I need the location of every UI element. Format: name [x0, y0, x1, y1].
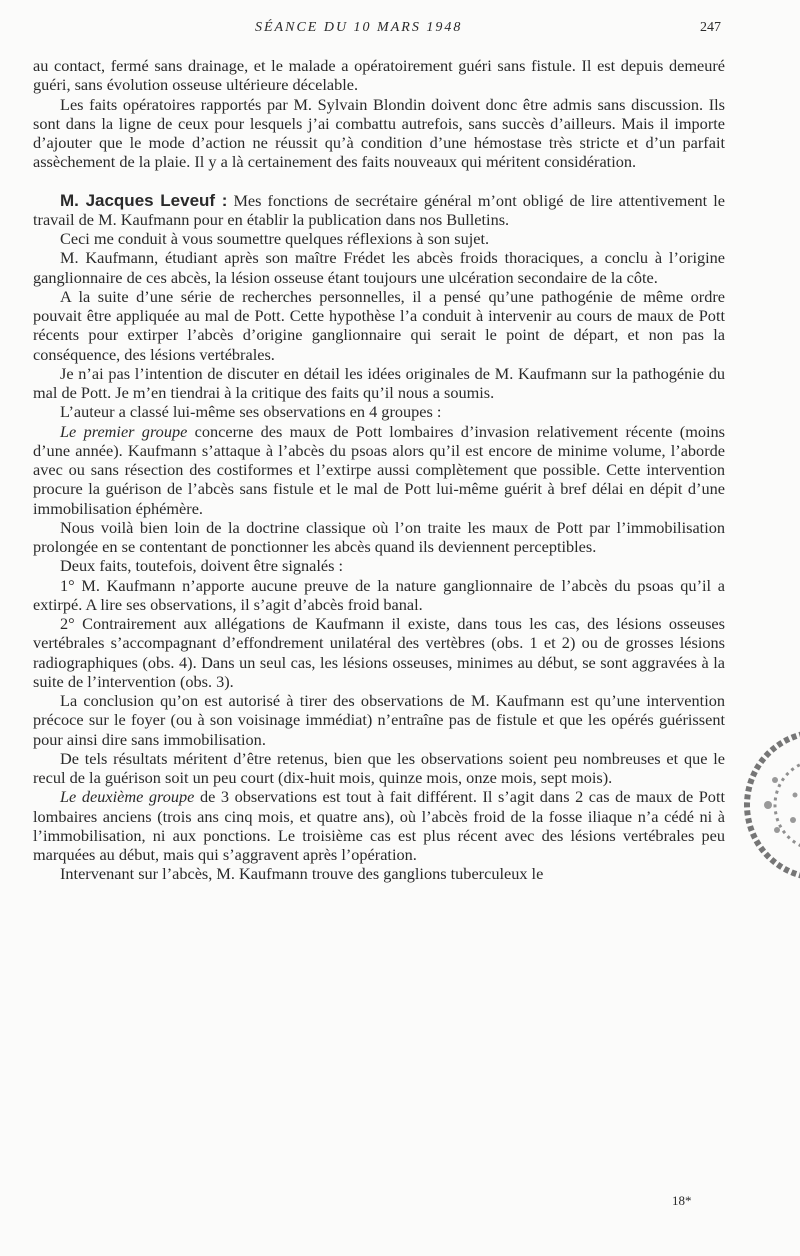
paragraph: La conclusion qu’on est autorisé à tirer des observations de M. Kaufmann est qu’une intervention précoce sur le foyer (ou à son voisinage immédiat) n’entraîne pas de fistule et que les opérés guérissent pour ainsi dire sans immobilisation.	[33, 691, 725, 749]
paragraph	[33, 422, 725, 518]
paragraph-text: concerne des maux de Pott lombaires d’invasion relativement récente (moins d’une année). Kaufmann s’attaque à l’abcès du psoas alors qu’il est encore de minime volume, l’aborde avec ou sans résection des costiformes et l’extirpe aussi complètement que possible. Cette intervention procure la guérison de l’abcès sans fistule et le mal de Pott lui-même guérit à bref délai en dépit d’une immobilisation éphémère.	[33, 421, 725, 518]
paragraph: Les faits opératoires rapportés par M. Sylvain Blondin doivent donc être admis sans discussion. Ils sont dans la ligne de ceux pour lesquels j’ai combattu autrefois, sans succès d’ailleurs. Mais il importe d’ajouter que le mode d’action ne réussit qu’à condition d’une hémostase très stricte et d’un parfait assèchement de la plaie. Il y a là certainement des faits nouveaux qui méritent considération.	[33, 94, 725, 172]
paragraph: Nous voilà bien loin de la doctrine classique où l’on traite les maux de Pott par l’immobilisation prolongée en se contentant de ponctionner les abcès quand ils deviennent perceptibles.	[33, 517, 725, 556]
group-label: Le premier groupe	[60, 421, 188, 441]
paragraph-text: Mes fonctions de secrétaire général m’ont obligé de lire attentivement le travail de M. Kaufmann pour en établir la publication dans nos Bulletins.	[33, 190, 725, 229]
paragraph: Deux faits, toutefois, doivent être signalés :	[60, 556, 344, 576]
paragraph: Je n’ai pas l’intention de discuter en détail les idées originales de M. Kaufmann sur la pathogénie du mal de Pott. Je m’en tiendrai à la critique des faits qu’il nous a soumis.	[33, 363, 725, 402]
page-number: 247	[700, 20, 721, 35]
paragraph: De tels résultats méritent d’être retenus, bien que les observations soient peu nombreuses et que le recul de la guérison soit un peu court (dix-huit mois, quinze mois, onze mois, sept mois).	[33, 748, 725, 787]
paragraph: M. Kaufmann, étudiant après son maître Frédet les abcès froids thoraciques, a conclu à l’origine ganglionnaire de ces abcès, la lésion osseuse étant toujours une ulcération secondaire de la côte.	[33, 248, 725, 287]
running-head: SÉANCE DU 10 MARS 1948	[255, 20, 463, 35]
library-stamp	[735, 720, 800, 890]
paragraph: 2° Contrairement aux allégations de Kaufmann il existe, dans tous les cas, des lésions osseuses vertébrales s’accompagnant d’effondrement unilatéral des vertèbres (obs. 1 et 2) ou de grosses lésions radiographiques (obs. 4). Dans un seul cas, les lésions osseuses, minimes au début, se sont aggravées à la suite de l’intervention (obs. 3).	[33, 614, 725, 691]
paragraph: Ceci me conduit à vous soumettre quelques réflexions à son sujet.	[60, 229, 490, 248]
paragraph: 1° M. Kaufmann n’apporte aucune preuve de la nature ganglionnaire de l’abcès du psoas qu’il a extirpé. A lire ses observations, il s’agit d’abcès froid banal.	[33, 575, 725, 614]
signature-mark: 18*	[672, 1193, 692, 1208]
paragraph	[33, 787, 725, 864]
speaker-paragraph	[33, 191, 725, 230]
paragraph: L’auteur a classé lui-même ses observations en 4 groupes :	[60, 402, 442, 422]
paragraph: A la suite d’une série de recherches personnelles, il a pensé qu’une pathogénie de même ordre pouvait être appliquée au mal de Pott. Cette hypothèse l’a conduit à intervenir au cours de maux de Pott récents pour extirper l’abcès d’origine ganglionnaire qui serait le point de départ, et non pas la conséquence, des lésions vertébrales.	[33, 286, 725, 364]
body-text	[33, 56, 725, 884]
group-label: Le deuxième groupe	[60, 787, 195, 807]
page-header	[0, 20, 800, 42]
paragraph: Intervenant sur l’abcès, M. Kaufmann trouve des ganglions tuberculeux le	[60, 864, 544, 884]
paragraph: au contact, fermé sans drainage, et le malade a opératoirement guéri sans fistule. Il est depuis demeuré guéri, sans évolution osseuse ultérieure décelable.	[33, 56, 725, 95]
speaker-name: M. Jacques Leveuf :	[60, 190, 228, 210]
paragraph-text: de 3 observations est tout à fait différent. Il s’agit dans 2 cas de maux de Pott lombaires anciens (trois ans cinq mois, et quatre ans), où l’abcès froid de la fosse iliaque n’a cédé ni à l’immobilisation, ni aux ponctions. Le troisième cas est plus récent avec des lésions vertébrales peu marquées au début, mais qui s’aggravent après l’opération.	[33, 787, 725, 864]
